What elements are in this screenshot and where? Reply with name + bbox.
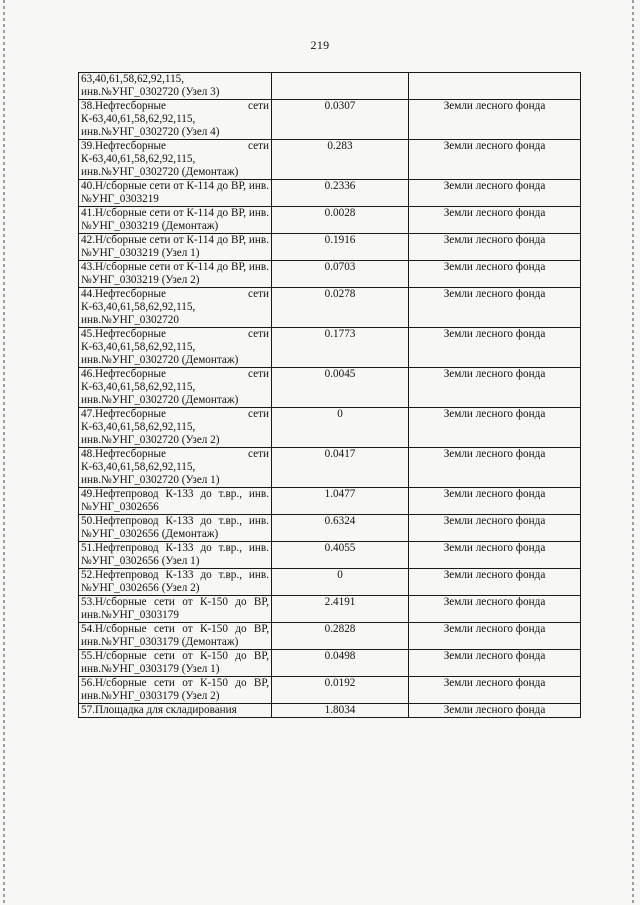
table-row	[79, 596, 581, 623]
object-name-cell: 57.Площадка для складирования	[79, 704, 272, 718]
table-row	[79, 140, 581, 180]
object-name-cell: 42.Н/сборные сети от К-114 до ВР, инв.№УНГ_0303219 (Узел 1)	[79, 234, 272, 261]
object-name-cell: 48.Нефтесборные сети К-63,40,61,58,62,92,115, инв.№УНГ_0302720 (Узел 1)	[79, 448, 272, 488]
table-row	[79, 515, 581, 542]
area-cell: 0.0278	[272, 288, 409, 328]
area-cell	[272, 73, 409, 100]
land-category-cell: Земли лесного фонда	[409, 569, 581, 596]
object-name-cell: 41.Н/сборные сети от К-114 до ВР, инв.№УНГ_0303219 (Демонтаж)	[79, 207, 272, 234]
table-row	[79, 448, 581, 488]
table-row	[79, 100, 581, 140]
land-category-cell: Земли лесного фонда	[409, 596, 581, 623]
table-row	[79, 623, 581, 650]
object-name-cell: 45.Нефтесборные сети К-63,40,61,58,62,92,115, инв.№УНГ_0302720 (Демонтаж)	[79, 328, 272, 368]
area-cell: 0.4055	[272, 542, 409, 569]
table-row	[79, 207, 581, 234]
object-name-cell: 56.Н/сборные сети от К-150 до ВР, инв.№УНГ_0303179 (Узел 2)	[79, 677, 272, 704]
land-category-cell: Земли лесного фонда	[409, 207, 581, 234]
table-row	[79, 368, 581, 408]
area-cell: 0.0498	[272, 650, 409, 677]
land-category-cell: Земли лесного фонда	[409, 623, 581, 650]
table-row	[79, 288, 581, 328]
area-cell: 1.8034	[272, 704, 409, 718]
area-cell: 1.0477	[272, 488, 409, 515]
area-cell: 2.4191	[272, 596, 409, 623]
table-row	[79, 234, 581, 261]
area-cell: 0.0417	[272, 448, 409, 488]
area-cell: 0.0028	[272, 207, 409, 234]
land-category-cell: Земли лесного фонда	[409, 408, 581, 448]
object-name-cell: 43.Н/сборные сети от К-114 до ВР, инв.№УНГ_0303219 (Узел 2)	[79, 261, 272, 288]
table-row	[79, 677, 581, 704]
table-row	[79, 180, 581, 207]
land-category-cell: Земли лесного фонда	[409, 488, 581, 515]
table-row	[79, 569, 581, 596]
object-name-cell: 40.Н/сборные сети от К-114 до ВР, инв.№УНГ_0303219	[79, 180, 272, 207]
area-cell: 0.0192	[272, 677, 409, 704]
area-cell: 0.283	[272, 140, 409, 180]
scan-edge-right	[632, 0, 634, 905]
land-category-cell	[409, 73, 581, 100]
area-cell: 0.6324	[272, 515, 409, 542]
land-category-cell: Земли лесного фонда	[409, 677, 581, 704]
object-name-cell: 44.Нефтесборные сети К-63,40,61,58,62,92,115, инв.№УНГ_0302720	[79, 288, 272, 328]
table-body	[79, 73, 581, 718]
land-category-cell: Земли лесного фонда	[409, 140, 581, 180]
object-name-cell: 52.Нефтепровод К-133 до т.вр., инв.№УНГ_0302656 (Узел 2)	[79, 569, 272, 596]
object-name-cell: 47.Нефтесборные сети К-63,40,61,58,62,92,115, инв.№УНГ_0302720 (Узел 2)	[79, 408, 272, 448]
object-name-cell: 39.Нефтесборные сети К-63,40,61,58,62,92,115, инв.№УНГ_0302720 (Демонтаж)	[79, 140, 272, 180]
land-category-cell: Земли лесного фонда	[409, 180, 581, 207]
table-row	[79, 650, 581, 677]
land-category-cell: Земли лесного фонда	[409, 288, 581, 328]
table-row	[79, 542, 581, 569]
object-name-cell: 46.Нефтесборные сети К-63,40,61,58,62,92,115, инв.№УНГ_0302720 (Демонтаж)	[79, 368, 272, 408]
land-category-cell: Земли лесного фонда	[409, 542, 581, 569]
object-name-cell: 54.Н/сборные сети от К-150 до ВР, инв.№УНГ_0303179 (Демонтаж)	[79, 623, 272, 650]
table-row	[79, 408, 581, 448]
land-category-cell: Земли лесного фонда	[409, 234, 581, 261]
area-cell: 0.0045	[272, 368, 409, 408]
land-category-cell: Земли лесного фонда	[409, 261, 581, 288]
area-cell: 0.0307	[272, 100, 409, 140]
page-number: 219	[310, 38, 330, 52]
object-name-cell: 55.Н/сборные сети от К-150 до ВР, инв.№УНГ_0303179 (Узел 1)	[79, 650, 272, 677]
object-name-cell: 53.Н/сборные сети от К-150 до ВР, инв.№УНГ_0303179	[79, 596, 272, 623]
object-name-cell: 51.Нефтепровод К-133 до т.вр., инв.№УНГ_0302656 (Узел 1)	[79, 542, 272, 569]
table-row	[79, 73, 581, 100]
land-plots-table	[78, 72, 581, 718]
area-cell: 0	[272, 569, 409, 596]
area-cell: 0.1773	[272, 328, 409, 368]
object-name-cell: 49.Нефтепровод К-133 до т.вр., инв.№УНГ_0302656	[79, 488, 272, 515]
table-row	[79, 704, 581, 718]
land-category-cell: Земли лесного фонда	[409, 328, 581, 368]
area-cell: 0	[272, 408, 409, 448]
object-name-cell: 38.Нефтесборные сети К-63,40,61,58,62,92,115, инв.№УНГ_0302720 (Узел 4)	[79, 100, 272, 140]
land-category-cell: Земли лесного фонда	[409, 448, 581, 488]
land-category-cell: Земли лесного фонда	[409, 515, 581, 542]
table-row	[79, 488, 581, 515]
land-category-cell: Земли лесного фонда	[409, 368, 581, 408]
object-name-cell: 63,40,61,58,62,92,115, инв.№УНГ_0302720 (Узел 3)	[79, 73, 272, 100]
object-name-cell: 50.Нефтепровод К-133 до т.вр., инв.№УНГ_0302656 (Демонтаж)	[79, 515, 272, 542]
land-category-cell: Земли лесного фонда	[409, 704, 581, 718]
area-cell: 0.2336	[272, 180, 409, 207]
scan-edge-left	[3, 0, 5, 905]
land-category-cell: Земли лесного фонда	[409, 100, 581, 140]
area-cell: 0.0703	[272, 261, 409, 288]
area-cell: 0.2828	[272, 623, 409, 650]
table-row	[79, 328, 581, 368]
area-cell: 0.1916	[272, 234, 409, 261]
land-category-cell: Земли лесного фонда	[409, 650, 581, 677]
table-row	[79, 261, 581, 288]
